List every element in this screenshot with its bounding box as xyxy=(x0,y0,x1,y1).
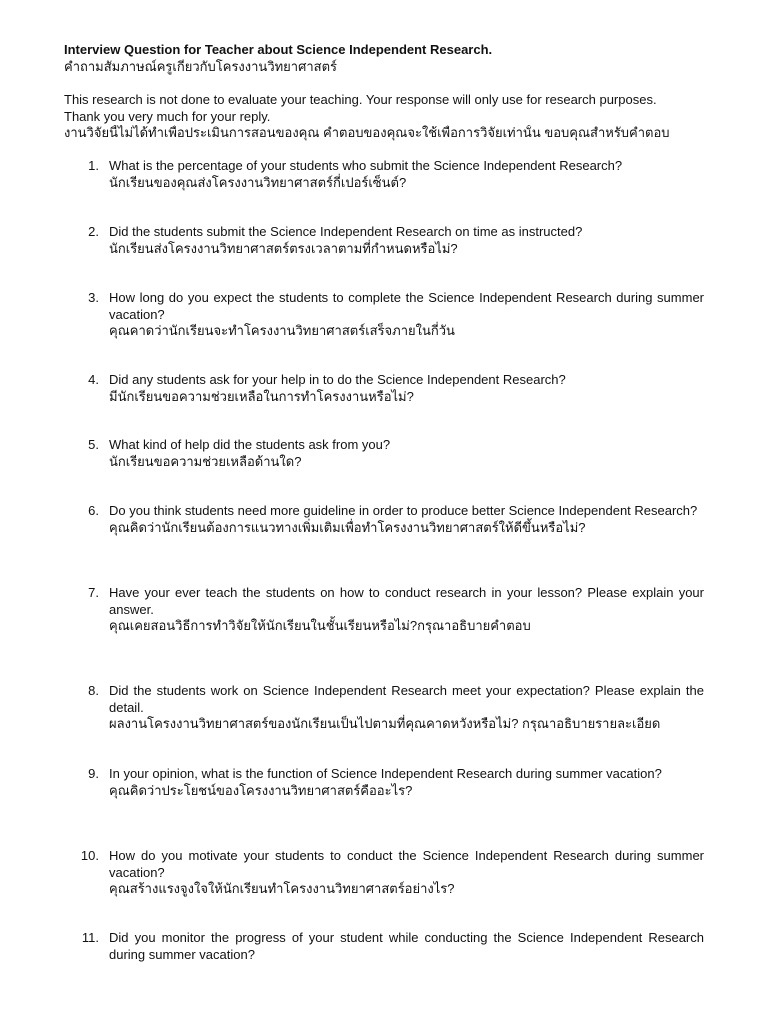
question-item-7 xyxy=(64,585,704,635)
intro-section xyxy=(64,92,704,142)
question-number: 6. xyxy=(88,503,99,518)
question-thai: คุณเคยสอนวิธีการทำวิจัยให้นักเรียนในชั้นเรียนหรือไม่?กรุณาอธิบายคำตอบ xyxy=(109,618,531,633)
question-number: 2. xyxy=(88,224,99,239)
question-item-11 xyxy=(64,930,704,963)
question-item-9 xyxy=(64,766,704,799)
intro-thai: งานวิจัยนี้ไม่ได้ทำเพื่อประเมินการสอนของคุณ คำตอบของคุณจะใช้เพื่อการวิจัยเท่านั้น ขอบคุณสำหรับคำตอบ xyxy=(64,125,670,140)
intro-line-1: This research is not done to evaluate your teaching. Your response will only use for research purposes. xyxy=(64,92,657,107)
question-thai: นักเรียนส่งโครงงานวิทยาศาสตร์ตรงเวลาตามที่กำหนดหรือไม่? xyxy=(109,240,458,256)
question-number: 3. xyxy=(88,290,99,305)
question-thai: คุณคิดว่านักเรียนต้องการแนวทางเพิ่มเติมเพื่อทำโครงงานวิทยาศาสตร์ให้ดีขึ้นหรือไม่? xyxy=(109,519,586,535)
question-thai: คุณสร้างแรงจูงใจให้นักเรียนทำโครงงานวิทยาศาสตร์อย่างไร? xyxy=(109,881,455,896)
question-text: Did any students ask for your help in to do the Science Independent Research? xyxy=(109,372,566,387)
question-thai: คุณคาดว่านักเรียนจะทำโครงงานวิทยาศาสตร์เสร็จภายในกี่วัน xyxy=(109,323,455,338)
question-thai: มีนักเรียนขอความช่วยเหลือในการทำโครงงานหรือไม่? xyxy=(109,388,414,404)
question-number: 11. xyxy=(81,930,99,945)
question-text: What is the percentage of your students who submit the Science Independent Research? xyxy=(109,158,623,173)
question-text: Did the students submit the Science Independent Research on time as instructed? xyxy=(109,224,583,239)
question-text: Did the students work on Science Independent Research meet your expectation? Please explain the detail. xyxy=(109,683,704,715)
question-number: 8. xyxy=(88,683,99,698)
question-text: Do you think students need more guideline in order to produce better Science Independent Research? xyxy=(109,503,698,518)
question-number: 7. xyxy=(88,585,99,600)
question-thai: นักเรียนของคุณส่งโครงงานวิทยาศาสตร์กี่เปอร์เซ็นต์? xyxy=(109,174,407,190)
question-thai: ผลงานโครงงานวิทยาศาสตร์ของนักเรียนเป็นไปตามที่คุณคาดหวังหรือไม่? กรุณาอธิบายรายละเอียด xyxy=(109,716,661,731)
question-text: In your opinion, what is the function of Science Independent Research during summer vacation? xyxy=(109,766,662,781)
question-text: How long do you expect the students to complete the Science Independent Research during summer vacation? xyxy=(109,290,704,322)
question-number: 1. xyxy=(88,158,99,173)
intro-line-2: Thank you very much for your reply. xyxy=(64,108,271,124)
question-number: 10. xyxy=(80,848,99,863)
question-thai: คุณคิดว่าประโยชน์ของโครงงานวิทยาศาสตร์คืออะไร? xyxy=(109,782,413,798)
question-text: Have your ever teach the students on how to conduct research in your lesson? Please explain your answer. xyxy=(109,585,704,617)
question-number: 9. xyxy=(88,766,99,781)
question-text: Did you monitor the progress of your student while conducting the Science Independent Research during summer vacation? xyxy=(109,930,704,962)
question-thai: นักเรียนขอความช่วยเหลือด้านใด? xyxy=(109,453,302,469)
question-item-4 xyxy=(64,372,704,405)
document-title: Interview Question for Teacher about Science Independent Research. xyxy=(64,42,493,57)
question-item-8 xyxy=(64,683,704,733)
question-item-10 xyxy=(64,848,704,898)
question-text: What kind of help did the students ask from you? xyxy=(109,437,391,452)
document-title-thai: คำถามสัมภาษณ์ครูเกี่ยวกับโครงงานวิทยาศาสตร์ xyxy=(64,58,338,74)
question-text: How do you motivate your students to conduct the Science Independent Research during summer vacation? xyxy=(109,848,704,880)
document-page xyxy=(64,42,704,142)
question-number: 4. xyxy=(88,372,99,387)
question-item-3 xyxy=(64,290,704,340)
question-number: 5. xyxy=(88,437,99,452)
question-item-1 xyxy=(64,158,704,191)
question-item-2 xyxy=(64,224,704,257)
question-item-6 xyxy=(64,503,704,536)
question-item-5 xyxy=(64,437,704,470)
